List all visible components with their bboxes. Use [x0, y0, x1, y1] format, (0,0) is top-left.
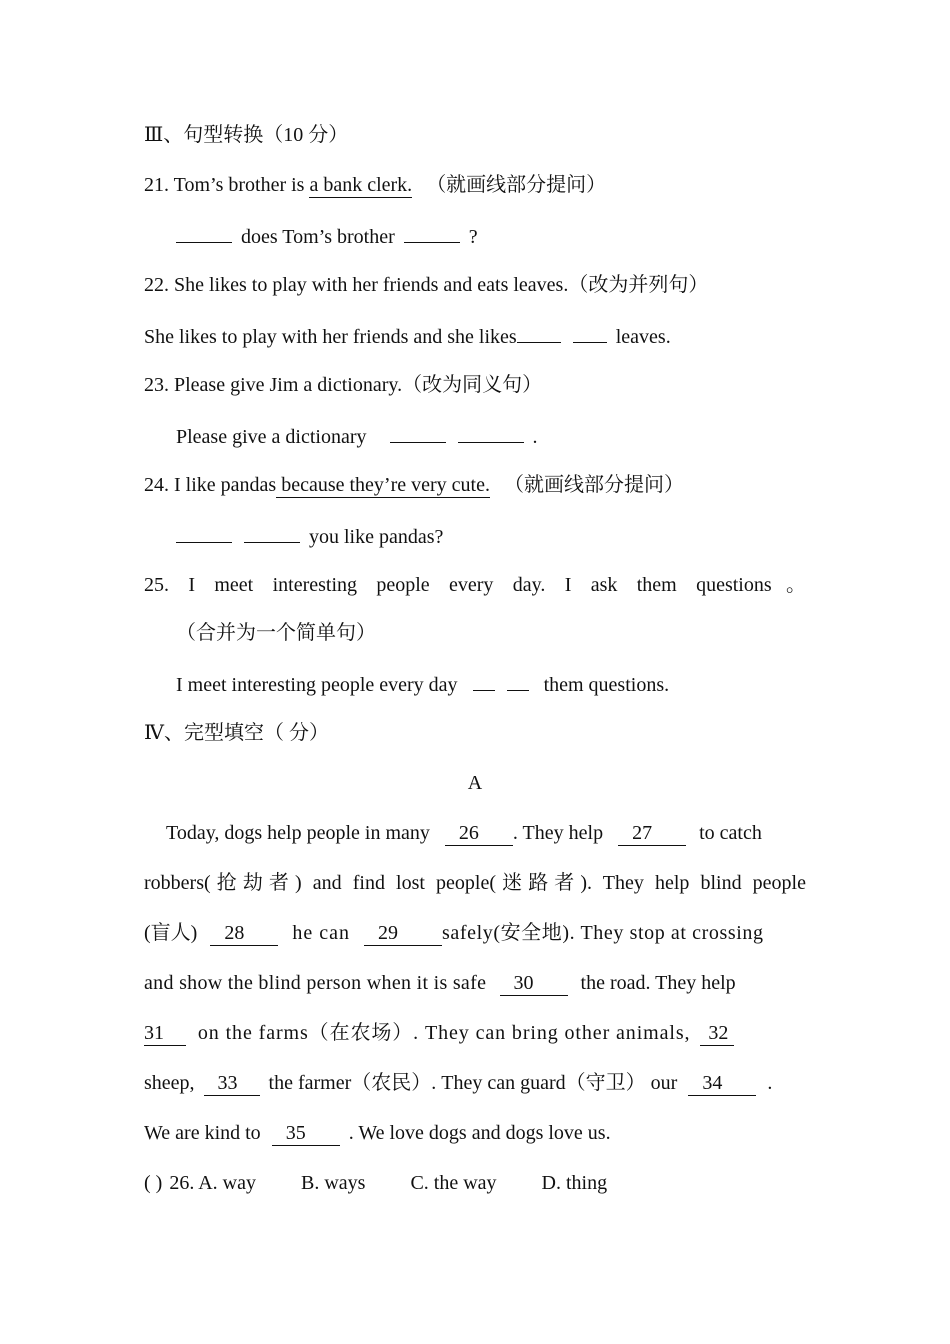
- passage-text: he can: [286, 922, 356, 944]
- q25-answer-end: them questions.: [538, 674, 670, 696]
- q25-answer-prefix: I meet interesting people every day: [176, 674, 463, 696]
- q23-answer-end: .: [527, 426, 538, 448]
- blank-30[interactable]: 30: [500, 971, 568, 996]
- q21-answer-end: ?: [463, 226, 478, 248]
- passage-text: We are kind to: [144, 1122, 266, 1144]
- q24-note: （就画线部分提问）: [503, 474, 684, 496]
- blank-35[interactable]: 35: [272, 1121, 340, 1146]
- option-c[interactable]: C. the way: [410, 1172, 497, 1194]
- passage-title: A: [467, 772, 483, 794]
- q24-underlined: because they’re very cute.: [276, 474, 490, 496]
- blank-34[interactable]: 34: [688, 1071, 756, 1096]
- passage-text: Today, dogs help people in many: [166, 822, 435, 844]
- q24-answer-end: you like pandas?: [304, 526, 444, 548]
- q25-note: （合并为一个简单句）: [176, 622, 376, 644]
- q24-answer: [176, 522, 443, 550]
- answer-blank[interactable]: [176, 222, 232, 243]
- passage-text: .: [762, 1072, 773, 1094]
- answer-blank[interactable]: [390, 422, 446, 443]
- passage-text: sheep,: [144, 1072, 200, 1094]
- answer-blank[interactable]: [507, 670, 529, 691]
- answer-paren[interactable]: ( ): [144, 1172, 163, 1194]
- question-26: [144, 1170, 607, 1196]
- q21-underlined: a bank clerk.: [309, 174, 413, 196]
- q23-answer: [176, 422, 538, 450]
- q21-answer-mid: does Tom’s brother: [236, 226, 400, 248]
- q22-answer-prefix: She likes to play with her friends and she likes: [144, 326, 517, 348]
- passage-text: . They help: [512, 822, 609, 844]
- option-d[interactable]: D. thing: [541, 1172, 608, 1194]
- passage-line-6: [144, 1070, 772, 1096]
- passage-text: (盲人): [144, 922, 203, 944]
- q22-answer-end: leaves.: [610, 326, 671, 348]
- passage-text: safely(安全地). They stop at crossing: [441, 922, 764, 944]
- passage-line-3: [144, 920, 764, 946]
- q22-answer: [144, 322, 671, 350]
- answer-blank[interactable]: [244, 522, 300, 543]
- passage-line-7: [144, 1120, 611, 1146]
- answer-blank[interactable]: [404, 222, 460, 243]
- question-21: [144, 172, 606, 198]
- blank-29[interactable]: 29: [364, 921, 442, 946]
- q23-answer-prefix: Please give a dictionary: [176, 426, 372, 448]
- q21-prefix: 21. Tom’s brother is: [144, 174, 310, 196]
- blank-26[interactable]: 26: [445, 821, 513, 846]
- option-b[interactable]: B. ways: [301, 1172, 366, 1194]
- passage-text: . We love dogs and dogs love us.: [343, 1122, 611, 1144]
- passage-line-4: [144, 970, 736, 996]
- section-3-heading: Ⅲ、句型转换（10 分）: [144, 124, 349, 146]
- passage-line-5: [144, 1020, 734, 1046]
- q25-answer: [176, 670, 669, 698]
- q24-prefix: 24. I like pandas: [144, 474, 277, 496]
- answer-blank[interactable]: [458, 422, 524, 443]
- answer-blank[interactable]: [517, 322, 561, 343]
- section-4-heading: Ⅳ、完型填空（ 分）: [144, 722, 329, 744]
- passage-line-2: robbers(抢劫者) and find lost people(迷路者). They help blind people: [144, 872, 806, 894]
- question-23: 23. Please give Jim a dictionary.（改为同义句）: [144, 374, 543, 396]
- blank-28[interactable]: 28: [210, 921, 278, 946]
- blank-32[interactable]: 32: [700, 1021, 734, 1046]
- question-25: 25. I meet interesting people every day. I ask them questions。: [144, 574, 806, 596]
- answer-blank[interactable]: [176, 522, 232, 543]
- q21-note: （就画线部分提问）: [426, 174, 607, 196]
- blank-27[interactable]: 27: [618, 821, 686, 846]
- passage-text: and show the blind person when it is safe: [144, 972, 492, 994]
- answer-blank[interactable]: [473, 670, 495, 691]
- question-22: 22. She likes to play with her friends and eats leaves.（改为并列句）: [144, 274, 709, 296]
- passage-text: to catch: [694, 822, 762, 844]
- passage-text: the road. They help: [575, 972, 736, 994]
- blank-33[interactable]: 33: [204, 1071, 260, 1096]
- passage-text: the farmer（农民）. They can guard（守卫） our: [263, 1072, 683, 1094]
- blank-31[interactable]: 31: [144, 1021, 186, 1046]
- passage-line-1: [166, 820, 762, 846]
- q21-answer: [176, 222, 478, 250]
- answer-blank[interactable]: [573, 322, 607, 343]
- question-24: [144, 472, 684, 498]
- passage-text: on the farms（在农场）. They can bring other animals,: [192, 1022, 697, 1044]
- option-a[interactable]: 26. A. way: [169, 1172, 256, 1194]
